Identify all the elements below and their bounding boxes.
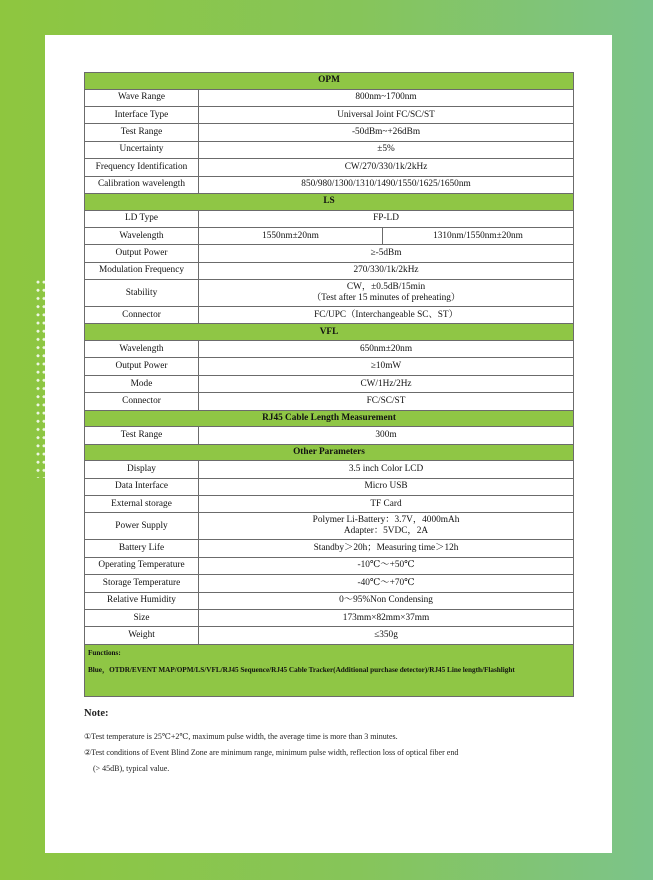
param-label: LD Type [85,210,199,227]
param-label: Wave Range [85,89,199,106]
section-title: LS [85,193,574,210]
param-value: FC/SC/ST [199,393,574,410]
table-row [85,609,574,626]
table-row [85,461,574,478]
param-label: Output Power [85,245,199,262]
table-row [85,159,574,176]
param-label: Operating Temperature [85,557,199,574]
param-value: CW/270/330/1k/2kHz [199,159,574,176]
param-label: Connector [85,393,199,410]
functions-cell [85,644,574,696]
table-row [85,575,574,592]
param-value: ≥-5dBm [199,245,574,262]
param-value: ±5% [199,141,574,158]
table-row [85,427,574,444]
param-value: 270/330/1k/2kHz [199,262,574,279]
notes-section [84,707,579,777]
note-item-2-line-2: (> 45dB), typical value. [93,764,170,773]
param-value: -10℃～+50℃ [199,557,574,574]
table-row [85,393,574,410]
notes-title: Note: [84,708,109,719]
param-value: FC/UPC（Interchangeable SC、ST） [199,307,574,324]
param-label: Output Power [85,358,199,375]
param-label: Wavelength [85,341,199,358]
param-label: Frequency Identification [85,159,199,176]
param-value: Universal Joint FC/SC/ST [199,106,574,123]
table-row [85,592,574,609]
param-value-line: Polymer Li-Battery：3.7V，4000mAh [312,515,460,526]
param-label: Modulation Frequency [85,262,199,279]
table-row [85,540,574,557]
param-value: 850/980/1300/1310/1490/1550/1625/1650nm [199,176,574,193]
table-row [85,557,574,574]
section-title: RJ45 Cable Length Measurement [85,410,574,427]
table-row [85,478,574,495]
functions-body: Blue，OTDR/EVENT MAP/OPM/LS/VFL/RJ45 Sequence/RJ45 Cable Tracker(Additional purchase detector)/RJ45 Line length/Flashlight [88,665,515,674]
table-row [85,375,574,392]
param-label: Battery Life [85,540,199,557]
table-row [85,280,574,307]
param-label: Power Supply [85,513,199,540]
param-label: Display [85,461,199,478]
section-title: OPM [85,73,574,90]
table-row [85,141,574,158]
param-label: Connector [85,307,199,324]
section-header-other-parameters [85,444,574,461]
specification-table [84,72,574,697]
param-label: Test Range [85,427,199,444]
param-value-line: Adapter：5VDC，2A [343,526,429,537]
param-value: FP-LD [199,210,574,227]
section-title: Other Parameters [85,444,574,461]
param-value [199,280,574,307]
section-header-opm [85,73,574,90]
table-row [85,307,574,324]
param-label: Size [85,609,199,626]
param-label: Test Range [85,124,199,141]
param-value: 800nm~1700nm [199,89,574,106]
param-label: Uncertainty [85,141,199,158]
section-header-ls [85,193,574,210]
param-value-a: 1550nm±20nm [199,227,383,244]
section-header-vfl [85,324,574,341]
table-row [85,627,574,644]
table-row [85,245,574,262]
param-label: Storage Temperature [85,575,199,592]
param-label: Interface Type [85,106,199,123]
table-row [85,106,574,123]
param-label: Calibration wavelength [85,176,199,193]
table-row [85,89,574,106]
param-value: -40℃～+70℃ [199,575,574,592]
spec-sheet [45,35,612,853]
table-row [85,496,574,513]
param-value: 3.5 inch Color LCD [199,461,574,478]
table-row [85,341,574,358]
table-row [85,262,574,279]
functions-row [85,644,574,696]
param-label: Data Interface [85,478,199,495]
functions-title: Functions: [88,648,121,657]
param-value: Standby＞20h；Measuring time＞12h [199,540,574,557]
table-row [85,176,574,193]
param-value: CW/1Hz/2Hz [199,375,574,392]
param-value-line: CW，±0.5dB/15min [346,282,426,293]
param-value-line: （Test after 15 minutes of preheating） [311,293,461,304]
param-value: ≥10mW [199,358,574,375]
param-label: External storage [85,496,199,513]
table-row [85,513,574,540]
note-item-2-line-1: ②Test conditions of Event Blind Zone are minimum range, minimum pulse width, reflection loss of optical fiber end [84,748,459,757]
note-item-1: ①Test temperature is 25℃+2℃, maximum pulse width, the average time is more than 3 minutes. [84,732,398,741]
param-label: Relative Humidity [85,592,199,609]
param-value: 0～95%Non Condensing [199,592,574,609]
param-label: Mode [85,375,199,392]
table-row [85,227,574,244]
param-label: Weight [85,627,199,644]
section-header-rj45 [85,410,574,427]
section-title: VFL [85,324,574,341]
param-value: TF Card [199,496,574,513]
table-row [85,210,574,227]
param-label: Stability [85,280,199,307]
param-value: 300m [199,427,574,444]
param-label: Wavelength [85,227,199,244]
table-row [85,124,574,141]
param-value: Micro USB [199,478,574,495]
param-value: 173mm×82mm×37mm [199,609,574,626]
param-value-b: 1310nm/1550nm±20nm [383,227,574,244]
param-value: ≤350g [199,627,574,644]
param-value [199,513,574,540]
param-value: 650nm±20nm [199,341,574,358]
param-value: -50dBm~+26dBm [199,124,574,141]
table-row [85,358,574,375]
